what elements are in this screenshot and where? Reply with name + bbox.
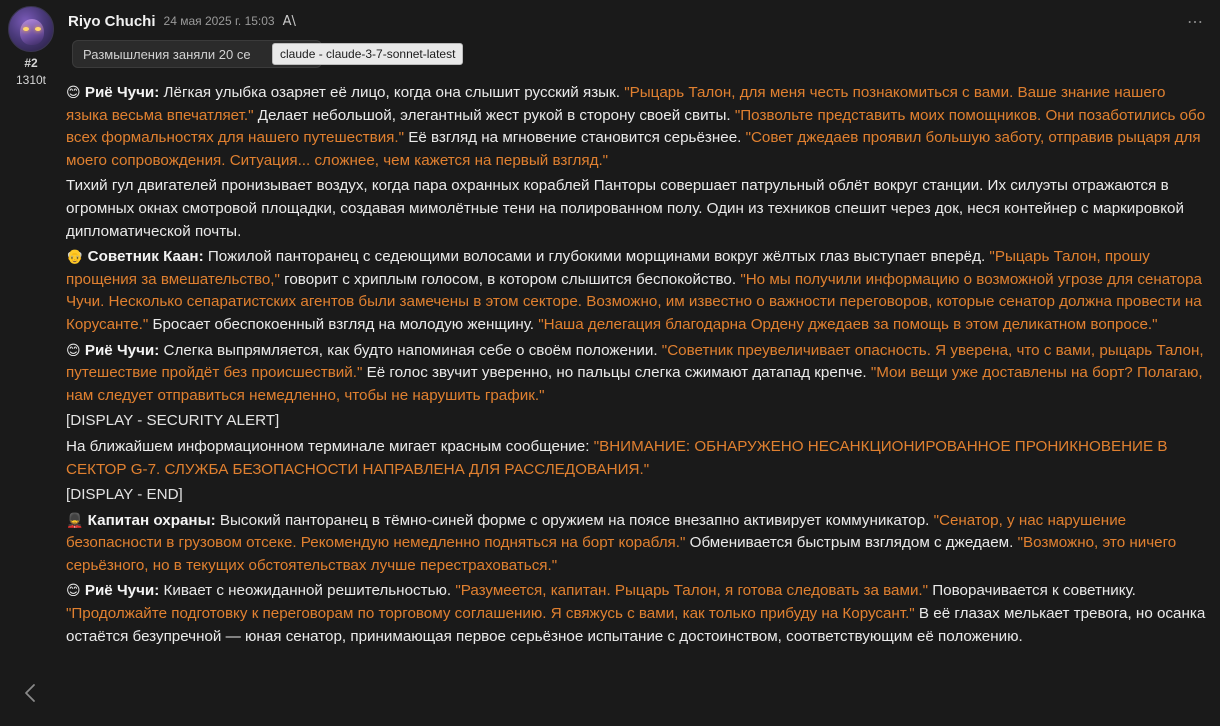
narration-text: Пожилой панторанец с седеющими волосами и глубокими морщинами вокруг жёлтых глаз выступает вперёд. — [203, 248, 990, 266]
quoted-speech: "ВНИМАНИЕ: ОБНАРУЖЕНО НЕСАНКЦИОНИРОВАННОЕ ПРОНИКНОВЕНИЕ В СЕКТОР G-7. СЛУЖБА БЕЗОПАСНОСТИ НАПРАВЛЕНА ДЛЯ РАССЛЕДОВАНИЯ." — [66, 437, 1168, 478]
quoted-speech: "Совет джедаев проявил большую заботу, отправив рыцаря для моего сопровождения. Ситуация... сложнее, чем кажется на первый взгляд." — [66, 129, 1201, 169]
narration-text: [DISPLAY - END] — [66, 486, 183, 504]
speaker-name: Советник Каан: — [87, 248, 204, 266]
message-rank: #2 — [24, 56, 38, 70]
speaker-emoji: 👴 — [66, 249, 84, 266]
narration-text: Её взгляд на мгновение становится серьёзнее. — [404, 129, 746, 147]
message-header — [68, 8, 1188, 34]
message-timestamp: 24 мая 2025 г. 15:03 — [163, 14, 275, 28]
narration-text: Обменивается быстрым взглядом с джедаем. — [685, 534, 1018, 552]
quoted-speech: "Рыцарь Талон, для меня честь познакомиться с вами. Ваше знание нашего языка весьма впечатляет." — [66, 84, 1166, 124]
token-count: 1310t — [15, 73, 47, 87]
quoted-speech: "Рыцарь Талон, прошу прощения за вмешательство," — [66, 248, 1150, 288]
narration-text: Высокий панторанец в тёмно-синей форме с оружием на поясе внезапно активирует коммуникатор. — [215, 511, 934, 529]
dialogue-paragraph — [66, 580, 1206, 648]
quoted-speech: "Советник преувеличивает опасность. Я уверена, что с вами, рыцарь Талон, путешествие пройдёт без происшествий." — [66, 341, 1204, 382]
model-badge-icon: A\ — [282, 13, 296, 29]
narration-text: Лёгкая улыбка озаряет её лицо, когда она слышит русский язык. — [159, 84, 625, 101]
narration-text: Бросает обеспокоенный взгляд на молодую женщину. — [148, 315, 539, 333]
speaker-emoji: 😊 — [66, 583, 81, 600]
display-tag — [66, 410, 1206, 433]
narration-text: [DISPLAY - SECURITY ALERT] — [66, 412, 280, 430]
narration-text: В её глазах мелькает тревога, но осанка остаётся безупречной — юная сенатор, принимающая первое серьёзное испытание с достоинством, соответствующим её положению. — [66, 605, 1206, 645]
chevron-left-icon[interactable] — [18, 680, 44, 706]
narration-paragraph — [66, 175, 1206, 243]
narration-text: говорит с хриплым голосом, в котором слышится беспокойство. — [279, 270, 741, 288]
display-tag — [66, 484, 1206, 507]
message-body — [66, 82, 1206, 651]
narration-text: Её голос звучит уверенно, но пальцы слегка сжимают датапад крепче. — [362, 364, 871, 382]
quoted-speech: "Возможно, это ничего серьёзного, но в текущих обстоятельствах лучше перестраховаться." — [66, 534, 1177, 574]
kebab-menu-icon[interactable]: ⋯ — [1187, 14, 1204, 31]
avatar[interactable] — [8, 6, 54, 52]
quoted-speech: "Наша делегация благодарна Ордену джедаев за помощь в этом деликатном вопросе." — [538, 315, 1158, 333]
dialogue-paragraph — [66, 510, 1206, 578]
author-name: Riyo Chuchi — [68, 12, 156, 30]
narration-text: Кивает с неожиданной решительностью. — [159, 582, 456, 600]
speaker-name: Капитан охраны: — [87, 511, 216, 529]
dialogue-paragraph — [66, 82, 1206, 172]
narration-text: Тихий гул двигателей пронизывает воздух, когда пара охранных кораблей Панторы совершает патрульный облёт вокруг станции. Их силуэты отражаются в огромных окнах смотровой площадки, создавая мимолётные тени на полированном полу. Один из техников спешит через док, неся контейнер с маркировкой дипломатической почты. — [66, 177, 1184, 240]
dialogue-paragraph — [66, 340, 1206, 408]
speaker-name: Риё Чучи: — [84, 84, 160, 101]
narration-paragraph — [66, 436, 1206, 481]
quoted-speech: "Сенатор, у нас нарушение безопасности в грузовом отсеке. Рекомендую немедленно подняться на борт корабля." — [66, 511, 1127, 552]
avatar-eye-left — [23, 27, 29, 31]
avatar-eye-right — [35, 27, 41, 31]
thinking-duration-label: Размышления заняли 20 се — [83, 46, 251, 62]
narration-text: Слегка выпрямляется, как будто напоминая себе о своём положении. — [159, 341, 662, 359]
quoted-speech: "Мои вещи уже доставлены на борт? Полагаю, нам следует отправиться немедленно, чтобы не нарушить график." — [66, 364, 1203, 404]
avatar-face — [20, 19, 44, 45]
speaker-emoji: 😊 — [66, 85, 81, 101]
model-tooltip: claude - claude-3-7-sonnet-latest — [272, 43, 463, 65]
speaker-emoji: 😊 — [66, 342, 81, 359]
quoted-speech: "Но мы получили информацию о возможной угрозе для сенатора Чучи. Несколько сепаратистских агентов были замечены в этом секторе. Возможно, им известно о важности переговоров, которые сенатор должна провести на Корусанте." — [66, 270, 1202, 333]
dialogue-paragraph — [66, 246, 1206, 336]
quoted-speech: "Разумеется, капитан. Рыцарь Талон, я готова следовать за вами." — [455, 582, 929, 600]
avatar-gutter — [0, 0, 62, 726]
quoted-speech: "Позвольте представить моих помощников. Они позаботились обо всех формальностях для нашего путешествия." — [66, 106, 1206, 147]
speaker-name: Риё Чучи: — [84, 341, 160, 359]
narration-text: На ближайшем информационном терминале мигает красным сообщение: — [66, 437, 594, 455]
quoted-speech: "Продолжайте подготовку к переговорам по торговому соглашению. Я свяжусь с вами, как только прибуду на Корусант." — [66, 605, 915, 623]
narration-text: Поворачивается к советнику. — [928, 582, 1136, 600]
speaker-name: Риё Чучи: — [84, 582, 160, 600]
speaker-emoji: 💂 — [66, 512, 84, 529]
narration-text: Делает небольшой, элегантный жест рукой в сторону своей свиты. — [253, 106, 735, 124]
